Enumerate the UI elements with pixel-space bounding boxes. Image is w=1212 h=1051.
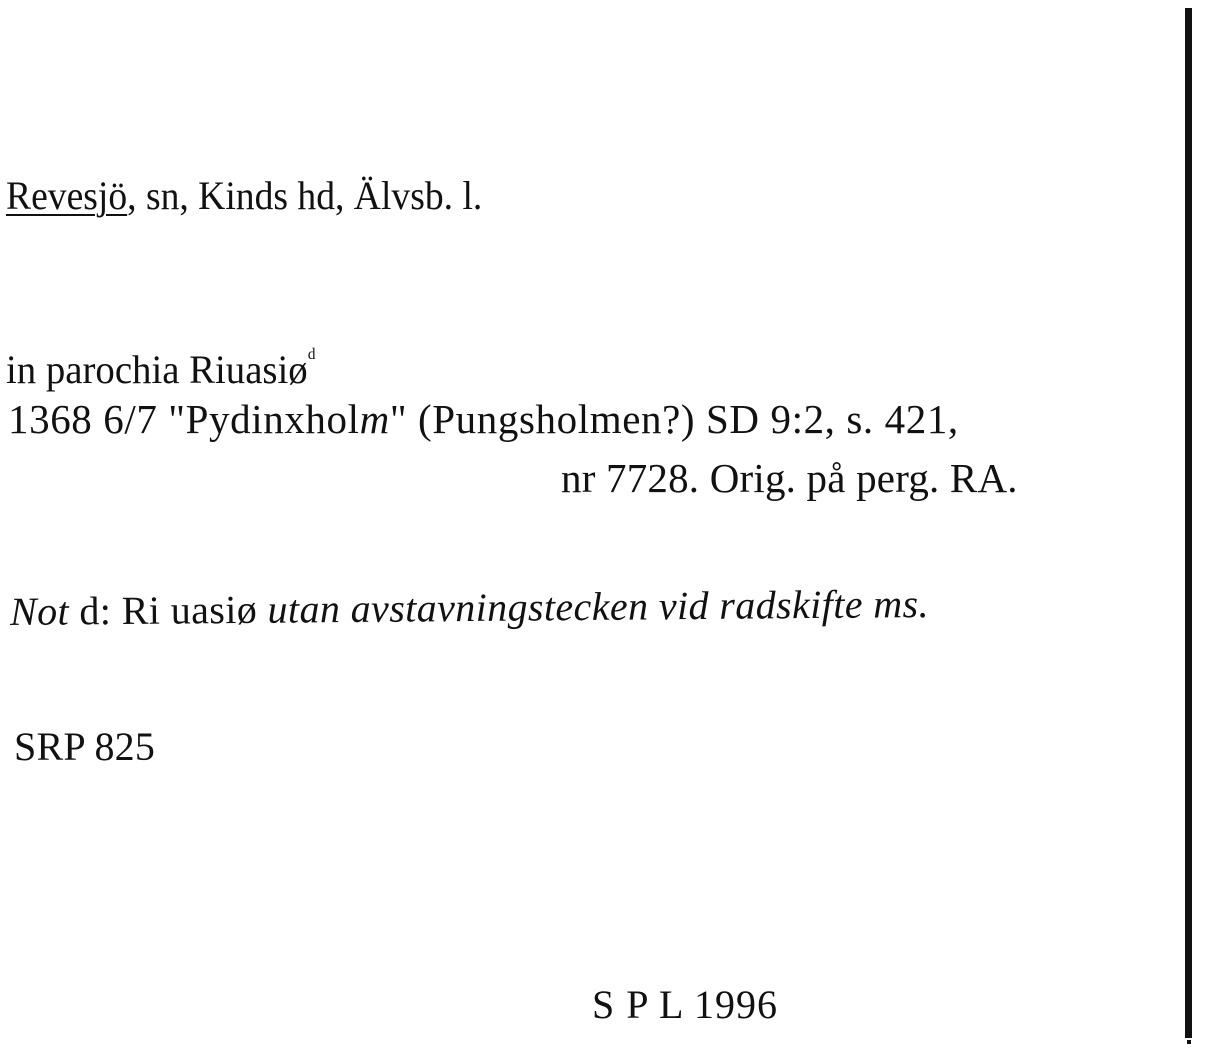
parish-text: in parochia Riuasiø bbox=[6, 347, 308, 392]
footnote-marker: d: Ri uasiø bbox=[68, 586, 268, 634]
footnote-text: utan avstavningstecken vid radskifte ms. bbox=[267, 580, 930, 632]
note-reference-marker: d bbox=[307, 346, 316, 363]
place-heading bbox=[6, 173, 483, 218]
entry-text-italic: m bbox=[359, 396, 390, 442]
entry-text-start: 1368 6/7 "Pydinxhol bbox=[8, 396, 360, 442]
scan-edge-rule bbox=[1185, 8, 1192, 1038]
place-admin-info: , sn, Kinds hd, Älvsb. l. bbox=[127, 173, 483, 218]
place-name: Revesjö bbox=[6, 173, 128, 218]
footnote bbox=[9, 580, 930, 634]
entry-text-end: " (Pungsholmen?) SD 9:2, s. 421, bbox=[389, 396, 959, 442]
srp-reference: SRP 825 bbox=[14, 724, 156, 769]
source-entry-line-2: nr 7728. Orig. på perg. RA. bbox=[561, 455, 1018, 501]
footnote-label: Not bbox=[9, 588, 70, 634]
source-entry-line-1 bbox=[8, 396, 959, 442]
scan-speck bbox=[1187, 1040, 1191, 1044]
signature-line: S P L 1996 bbox=[592, 982, 778, 1027]
parish-line bbox=[6, 347, 315, 390]
